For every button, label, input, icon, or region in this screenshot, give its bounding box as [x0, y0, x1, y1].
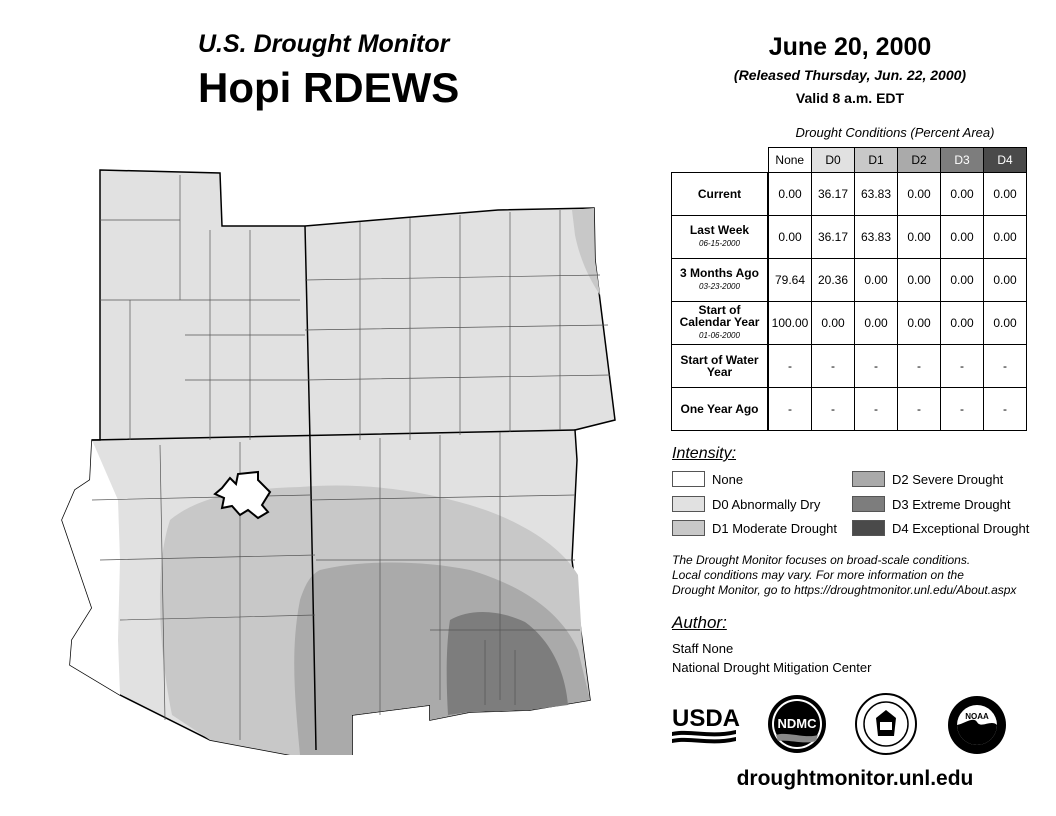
table-cell: -: [984, 388, 1027, 431]
table-cell: 36.17: [812, 216, 855, 259]
legend-swatch: [672, 520, 705, 536]
column-header: None: [768, 148, 812, 173]
table-cell: 0.00: [984, 259, 1027, 302]
row-label: [672, 345, 769, 388]
disclaimer-line: The Drought Monitor focuses on broad-scale conditions.: [672, 553, 971, 567]
table-cell: -: [898, 388, 941, 431]
row-sublabel: 06-15-2000: [699, 239, 740, 248]
legend-label: D4 Exceptional Drought: [892, 520, 1030, 536]
legend-swatch: [672, 496, 705, 512]
table-cell: -: [855, 345, 898, 388]
author-heading: Author:: [672, 613, 727, 632]
table-cell: 0.00: [898, 173, 941, 216]
valid-time: Valid 8 a.m. EDT: [795, 90, 905, 106]
table-row: [672, 216, 1027, 259]
row-label: [672, 388, 769, 431]
table-cell: 100.00: [768, 302, 812, 345]
table-row: [672, 173, 1027, 216]
table-cell: 0.00: [941, 302, 984, 345]
legend-swatch: [852, 496, 885, 512]
row-label: [672, 173, 769, 216]
column-header: D1: [855, 148, 898, 173]
table-cell: 0.00: [984, 216, 1027, 259]
row-label-text: Last Week: [689, 223, 750, 237]
noaa-logo-text: NOAA: [965, 712, 989, 721]
website-url[interactable]: droughtmonitor.unl.edu: [736, 767, 974, 790]
column-header: D3: [941, 148, 984, 173]
row-label-text: 3 Months Ago: [680, 266, 759, 280]
row-sublabel: 03-23-2000: [699, 282, 740, 291]
column-header: D4: [984, 148, 1027, 173]
author-org: National Drought Mitigation Center: [672, 660, 872, 675]
legend-heading: Intensity:: [672, 445, 737, 462]
table-cell: 0.00: [812, 302, 855, 345]
table-cell: 0.00: [768, 216, 812, 259]
legend-item-d3: [852, 495, 1011, 513]
row-label-text: Current: [697, 187, 742, 201]
table-cell: 20.36: [812, 259, 855, 302]
disclaimer: [672, 553, 1052, 598]
table-cell: 0.00: [941, 173, 984, 216]
drought-stats-table: [671, 147, 1027, 431]
legend-item-d4: [852, 519, 1029, 537]
table-caption: Drought Conditions (Percent Area): [795, 125, 995, 140]
disclaimer-line: Local conditions may vary. For more information on the: [672, 568, 964, 582]
usda-logo: [670, 700, 740, 748]
legend-label: D1 Moderate Drought: [712, 520, 838, 536]
author-name: Staff None: [672, 641, 734, 656]
map-subtitle: U.S. Drought Monitor: [198, 30, 450, 58]
table-cell: 79.64: [768, 259, 812, 302]
legend-swatch: [672, 471, 705, 487]
legend-item-d0: [672, 495, 820, 513]
table-cell: 0.00: [984, 173, 1027, 216]
column-header: D2: [898, 148, 941, 173]
table-cell: 0.00: [898, 302, 941, 345]
table-cell: 0.00: [984, 302, 1027, 345]
disclaimer-line: Drought Monitor, go to https://droughtmonitor.unl.edu/About.aspx: [672, 583, 1017, 597]
table-cell: -: [768, 345, 812, 388]
release-date: (Released Thursday, Jun. 22, 2000): [733, 67, 967, 83]
row-label-text: Start of Calendar Year: [679, 303, 760, 329]
table-cell: 36.17: [812, 173, 855, 216]
table-cell: 63.83: [855, 216, 898, 259]
row-label: [672, 259, 769, 302]
row-label: [672, 216, 769, 259]
table-cell: 0.00: [898, 259, 941, 302]
legend-item-none: [672, 470, 743, 488]
legend-item-d2: [852, 470, 1003, 488]
table-cell: -: [941, 388, 984, 431]
legend-label: None: [712, 471, 744, 487]
table-cell: -: [855, 388, 898, 431]
map-title: Hopi RDEWS: [198, 64, 460, 111]
ndmc-logo: [766, 693, 828, 755]
table-row: [672, 259, 1027, 302]
row-label: [672, 302, 769, 345]
table-row: [672, 345, 1027, 388]
table-cell: 0.00: [855, 302, 898, 345]
table-header-row: [672, 148, 1027, 173]
table-cell: 0.00: [898, 216, 941, 259]
legend-label: D2 Severe Drought: [892, 471, 1004, 487]
table-cell: -: [984, 345, 1027, 388]
legend-swatch: [852, 471, 885, 487]
table-cell: -: [941, 345, 984, 388]
ndmc-logo-text: NDMC: [777, 716, 817, 731]
table-row: [672, 388, 1027, 431]
map-date: June 20, 2000: [768, 33, 932, 61]
table-row: [672, 302, 1027, 345]
table-cell: -: [768, 388, 812, 431]
row-sublabel: 01-06-2000: [699, 331, 740, 340]
table-cell: 0.00: [941, 216, 984, 259]
table-cell: 0.00: [941, 259, 984, 302]
legend-item-d1: [672, 519, 837, 537]
noaa-logo: [946, 694, 1008, 756]
legend-label: D0 Abnormally Dry: [712, 496, 821, 512]
row-label-text: One Year Ago: [680, 402, 759, 416]
legend-label: D3 Extreme Drought: [892, 496, 1011, 512]
row-label-text: Start of Water Year: [680, 353, 759, 379]
legend-swatch: [852, 520, 885, 536]
table-cell: -: [898, 345, 941, 388]
usda-logo-text: USDA: [672, 705, 740, 732]
table-cell: 0.00: [855, 259, 898, 302]
drought-map: [50, 165, 620, 755]
table-cell: 0.00: [768, 173, 812, 216]
commerce-seal-logo: [854, 692, 918, 756]
table-cell: -: [812, 345, 855, 388]
table-cell: -: [812, 388, 855, 431]
column-header: D0: [812, 148, 855, 173]
table-corner: [672, 148, 769, 173]
table-cell: 63.83: [855, 173, 898, 216]
